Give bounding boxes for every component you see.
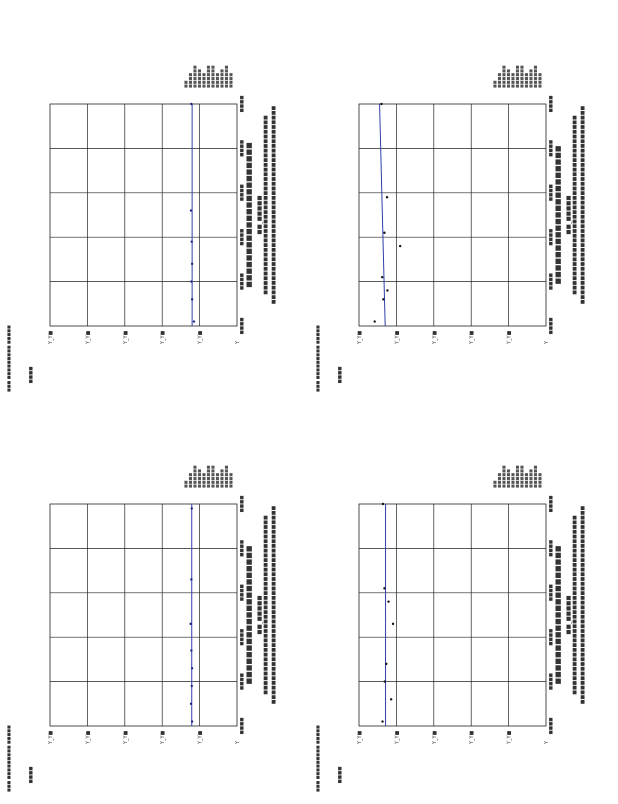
legend-line: ■■	[492, 480, 497, 488]
x-tick-label: ■■■■	[240, 95, 245, 113]
y-tick-label: Y_Y■	[122, 730, 129, 744]
legend-line: ■■	[183, 80, 188, 88]
figure-svg	[309, 400, 618, 800]
data-point	[385, 663, 387, 665]
x-tick-label: ■■■■	[240, 228, 245, 246]
plot-area	[359, 504, 546, 726]
legend-line: ■■■■■	[219, 469, 224, 488]
data-point	[191, 685, 193, 687]
y-tick-label: Y_Y■	[197, 730, 204, 744]
page-header-mark: ■■■ ■■■■■■■■■ ■■■■■	[6, 325, 11, 392]
x-tick-label: ■■■■	[549, 628, 554, 646]
y-tick-label: Y_Y■	[469, 730, 476, 744]
legend-line: ■■■■	[537, 472, 542, 488]
x-tick-label: ■■■■	[240, 317, 245, 335]
x-tick-label: ■■■■	[240, 273, 245, 291]
legend-line: ■■■■	[523, 72, 529, 88]
figure-svg	[0, 0, 309, 400]
x-tick-label: ■■■■	[549, 228, 554, 246]
x-tick-label: ■■■■	[240, 717, 245, 735]
data-point	[383, 232, 385, 234]
y-tick-label: Y	[235, 340, 241, 344]
data-point	[386, 289, 388, 291]
data-point	[190, 649, 192, 651]
legend-line: ■■■■■	[196, 69, 202, 88]
footnote-line: ■■■■■■■■■■■■■■■■■■■■■■■■■■■■■■■■■■■■■■■■■■	[580, 505, 586, 705]
legend-line: ■■■■	[496, 72, 502, 88]
chart-title-line: ■■_■■■■■	[257, 195, 263, 235]
y-tick-label: Y_Y■	[85, 330, 92, 344]
chart-title-line: ■■■■■■■■■■■■■■■■■■■■■	[554, 545, 562, 685]
x-tick-label: ■■■■	[240, 628, 245, 646]
x-tick-label: ■■■■	[549, 184, 554, 202]
legend-line: ■■■■	[187, 472, 193, 488]
x-tick-label: ■■■■	[240, 184, 245, 202]
data-point	[190, 280, 192, 282]
data-point	[190, 703, 192, 705]
legend-line: ■■■■■■	[519, 65, 524, 88]
legend-line: ■■■■■■	[192, 65, 197, 88]
legend-line: ■■■■■■	[210, 65, 215, 88]
x-tick-label: ■■■■	[240, 139, 245, 157]
y-tick-label: Y_Y■	[48, 330, 54, 344]
legend-line: ■■■■■■	[501, 65, 506, 88]
x-tick-label: ■■■■	[549, 317, 554, 335]
legend-line: ■■■■■	[528, 469, 533, 488]
legend-line: ■■■■■■	[514, 465, 520, 488]
x-tick-label: ■■■■	[240, 584, 245, 602]
y-tick-label: Y_Y■	[506, 730, 513, 744]
y-axis-label: ■■■■	[29, 766, 34, 784]
figure-panel-bottom-right	[309, 400, 618, 800]
data-point	[390, 698, 392, 700]
y-tick-label: Y_Y■	[357, 730, 363, 744]
data-point	[191, 240, 193, 242]
data-point	[380, 103, 382, 105]
page-header-mark: ■■■ ■■■■■■■■■ ■■■■■	[315, 325, 320, 392]
footnote-line: ■■■■■■■■■■■■■■■■■■■■■■■■■■■■■■■■■■■■■■	[572, 115, 578, 295]
y-tick-label: Y_Y■	[357, 330, 363, 344]
y-tick-label: Y_Y■	[506, 330, 513, 344]
legend-line: ■■■■■■	[223, 65, 229, 88]
y-axis-label: ■■■■	[29, 366, 34, 384]
data-point	[382, 503, 384, 505]
data-point	[381, 720, 383, 722]
figure-svg	[0, 400, 309, 800]
figure-panel-bottom-left	[0, 400, 309, 800]
y-tick-label: Y_Y■	[160, 730, 167, 744]
figure-panel-top-right	[309, 0, 618, 400]
y-tick-label: Y	[544, 340, 550, 344]
x-tick-label: ■■■■	[240, 539, 245, 557]
footnote-line: ■■■■■■■■■■■■■■■■■■■■■■■■■■■■■■■■■■■■■■■■■■	[271, 105, 277, 305]
x-tick-label: ■■■■	[549, 584, 554, 602]
y-tick-label: Y_Y■	[85, 730, 92, 744]
data-point	[193, 320, 195, 322]
footnote-line: ■■■■■■■■■■■■■■■■■■■■■■■■■■■■■■■■■■■■■■■■■■	[580, 105, 586, 305]
data-point	[382, 298, 384, 300]
page-header-mark: ■■■ ■■■■■■■■■ ■■■■■	[315, 725, 320, 792]
data-point	[383, 587, 385, 589]
data-point	[190, 103, 192, 105]
chart-title-line: ■■■■■■■■■■■■■■■■■■■■■	[245, 545, 253, 685]
legend-line: ■■■■■■	[205, 465, 211, 488]
chart-title-line: ■■■■■■■■■■■■■■■■■■■■■	[554, 145, 562, 285]
legend-line: ■■■■	[214, 472, 220, 488]
data-point	[190, 578, 192, 580]
legend-line: ■■	[183, 480, 188, 488]
legend-line: ■■■■■■	[532, 465, 538, 488]
legend-line: ■■■■	[201, 472, 206, 488]
data-point	[386, 196, 388, 198]
x-tick-label: ■■■■	[549, 539, 554, 557]
y-tick-label: Y_Y■	[431, 730, 438, 744]
data-point	[399, 245, 401, 247]
data-point	[191, 667, 193, 669]
data-point	[191, 263, 193, 265]
legend-line: ■■	[492, 80, 497, 88]
data-point	[191, 720, 193, 722]
legend-line: ■■■■	[523, 472, 529, 488]
data-point	[381, 276, 383, 278]
plot-area	[50, 504, 237, 726]
legend-line: ■■■■	[228, 472, 233, 488]
figure-svg	[309, 0, 618, 400]
x-tick-label: ■■■■	[549, 139, 554, 157]
legend-line: ■■■■	[228, 72, 233, 88]
data-point	[189, 623, 191, 625]
y-tick-label: Y	[544, 740, 550, 744]
data-point	[384, 680, 386, 682]
legend-line: ■■■■■	[505, 69, 511, 88]
y-tick-label: Y_Y■	[431, 330, 438, 344]
y-tick-label: Y_Y■	[469, 330, 476, 344]
x-tick-label: ■■■■	[549, 717, 554, 735]
data-point	[191, 507, 193, 509]
chart-title-line: ■■_■■■■■	[566, 195, 572, 235]
legend-line: ■■■■	[510, 472, 515, 488]
y-tick-label: Y	[235, 740, 241, 744]
legend-line: ■■■■	[537, 72, 542, 88]
y-tick-label: Y_Y■	[197, 330, 204, 344]
data-point	[191, 298, 193, 300]
plot-area	[359, 104, 546, 326]
x-tick-label: ■■■■	[549, 95, 554, 113]
data-point	[387, 600, 389, 602]
legend-line: ■■■■■■	[514, 65, 520, 88]
footnote-line: ■■■■■■■■■■■■■■■■■■■■■■■■■■■■■■■■■■■■■■■■■■	[271, 505, 277, 705]
plot-area	[50, 104, 237, 326]
legend-line: ■■■■■	[196, 469, 202, 488]
legend-line: ■■■■	[510, 72, 515, 88]
legend-line: ■■■■■	[505, 469, 511, 488]
legend-line: ■■■■■■	[192, 465, 197, 488]
y-tick-label: Y_Y■	[394, 730, 401, 744]
legend-line: ■■■■■■	[205, 65, 211, 88]
legend-line: ■■■■■■	[210, 465, 215, 488]
legend-line: ■■■■■	[219, 69, 224, 88]
x-tick-label: ■■■■	[549, 495, 554, 513]
footnote-line: ■■■■■■■■■■■■■■■■■■■■■■■■■■■■■■■■■■■■■■	[263, 515, 269, 695]
legend-line: ■■■■■■	[532, 65, 538, 88]
legend-line: ■■■■	[187, 72, 193, 88]
y-tick-label: Y_Y■	[160, 330, 167, 344]
x-tick-label: ■■■■	[240, 673, 245, 691]
data-point	[392, 623, 394, 625]
chart-title-line: ■■_■■■■■	[257, 595, 263, 635]
x-tick-label: ■■■■	[549, 273, 554, 291]
figure-panel-top-left	[0, 0, 309, 400]
x-tick-label: ■■■■	[240, 495, 245, 513]
y-tick-label: Y_Y■	[48, 730, 54, 744]
chart-title-line: ■■■■■■■■■■■■■■■■■■■■■■	[245, 142, 253, 288]
y-tick-label: Y_Y■	[394, 330, 401, 344]
legend-line: ■■■■■■	[519, 465, 524, 488]
legend-line: ■■■■■	[528, 69, 533, 88]
legend-line: ■■■■	[214, 72, 220, 88]
page-header-mark: ■■■ ■■■■■■■■■ ■■■■■	[6, 725, 11, 792]
data-point	[374, 320, 376, 322]
legend-line: ■■■■	[201, 72, 206, 88]
footnote-line: ■■■■■■■■■■■■■■■■■■■■■■■■■■■■■■■■■■■■■■	[263, 115, 269, 295]
y-axis-label: ■■■■	[338, 366, 343, 384]
x-tick-label: ■■■■	[549, 673, 554, 691]
footnote-line: ■■■■■■■■■■■■■■■■■■■■■■■■■■■■■■■■■■■■■■	[572, 515, 578, 695]
legend-line: ■■■■■■	[501, 465, 506, 488]
legend-line: ■■■■	[496, 472, 502, 488]
data-point	[190, 209, 192, 211]
y-axis-label: ■■■■	[338, 766, 343, 784]
legend-line: ■■■■■■	[223, 465, 229, 488]
y-tick-label: Y_Y■	[122, 330, 129, 344]
chart-title-line: ■■_■■■■■	[566, 595, 572, 635]
